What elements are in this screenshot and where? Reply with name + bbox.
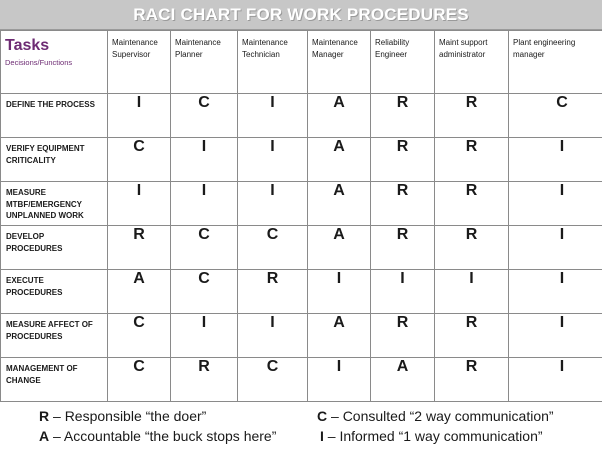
role-line: Supervisor [112,49,151,59]
table-row [1,314,602,358]
task-line: MEASURE AFFECT OF [6,320,93,329]
task-line: MANAGEMENT OF [6,364,78,373]
raci-cell: I [509,270,602,314]
raci-cell: I [238,182,308,226]
role-header [509,31,602,94]
raci-cell: A [308,226,371,270]
role-header [435,31,509,94]
task-name [1,138,108,182]
role-line: Maint support [439,38,488,47]
task-line: CRITICALITY [6,155,56,165]
role-line: Technician [242,49,280,59]
raci-cell: I [509,226,602,270]
role-line: Manager [312,49,344,59]
raci-cell: R [435,358,509,402]
raci-cell: I [238,138,308,182]
raci-cell: I [509,182,602,226]
legend-item-responsible [39,408,206,424]
legend-text: – Informed “1 way communication” [323,428,543,444]
role-line: Maintenance [112,38,158,47]
table-row [1,138,602,182]
raci-cell: R [171,358,238,402]
raci-cell: C [171,94,238,138]
legend-item-informed [320,428,543,444]
raci-cell: C [171,270,238,314]
legend-text: – Accountable “the buck stops here” [49,428,277,444]
task-line: CHANGE [6,375,41,385]
role-line: Plant engineering [513,38,576,47]
chart-title: RACI CHART FOR WORK PROCEDURES [133,4,469,24]
task-line: MTBF/EMERGENCY [6,199,82,209]
raci-cell: R [435,226,509,270]
task-line: MEASURE [6,188,47,197]
raci-cell: I [435,270,509,314]
raci-cell: R [238,270,308,314]
task-line: PROCEDURES [6,243,63,253]
raci-cell: R [371,138,435,182]
raci-cell: C [238,226,308,270]
raci-cell: R [435,94,509,138]
legend-item-accountable [39,428,276,444]
raci-cell: I [308,358,371,402]
raci-cell: I [238,94,308,138]
role-header [171,31,238,94]
raci-cell: A [108,270,171,314]
role-header [238,31,308,94]
raci-cell: R [371,94,435,138]
raci-cell: I [108,182,171,226]
role-header [308,31,371,94]
task-name [1,314,108,358]
table-row [1,94,602,138]
raci-cell: I [509,314,602,358]
table-row [1,358,602,402]
raci-cell: I [509,358,602,402]
tasks-header-cell [1,31,108,94]
table-row [1,270,602,314]
role-line: Maintenance [242,38,288,47]
task-name [1,270,108,314]
raci-cell: R [435,182,509,226]
raci-cell: C [108,358,171,402]
raci-cell: I [509,138,602,182]
legend-letter: C [317,408,328,424]
raci-cell: I [108,94,171,138]
task-name [1,226,108,270]
raci-cell: A [308,314,371,358]
role-line: Maintenance [175,38,221,47]
legend-letter: R [39,408,50,424]
raci-cell: I [308,270,371,314]
raci-cell: I [171,182,238,226]
raci-cell: C [171,226,238,270]
role-line: administrator [439,49,486,59]
legend [0,405,602,451]
raci-cell: R [435,314,509,358]
raci-cell: I [371,270,435,314]
role-line: Planner [175,49,203,59]
task-line: UNPLANNED WORK [6,211,84,221]
legend-text: – Responsible “the doer” [49,408,207,424]
legend-letter: I [320,428,324,444]
title-bar [0,0,602,30]
raci-cell: C [238,358,308,402]
raci-cell: R [108,226,171,270]
role-header [371,31,435,94]
role-header [108,31,171,94]
raci-cell: I [171,314,238,358]
raci-cell: R [371,182,435,226]
role-line: Reliability [375,38,410,47]
task-name [1,182,108,226]
legend-item-consulted [317,408,554,424]
task-line: DEFINE THE PROCESS [6,100,95,109]
task-line: DEVELOP [6,232,45,241]
raci-cell: C [108,138,171,182]
task-line: PROCEDURES [6,331,63,341]
task-name [1,358,108,402]
raci-cell: A [371,358,435,402]
header-row [1,31,602,94]
raci-cell: R [435,138,509,182]
role-line: Engineer [375,49,408,59]
role-line: Maintenance [312,38,358,47]
raci-cell: C [108,314,171,358]
raci-cell: R [371,226,435,270]
table-row [1,226,602,270]
raci-cell: A [308,138,371,182]
legend-text: – Consulted “2 way communication” [327,408,554,424]
raci-cell: C [509,94,602,138]
raci-cell: R [371,314,435,358]
table-row [1,182,602,226]
tasks-subheading: Decisions/Functions [5,58,73,67]
raci-cell: A [308,94,371,138]
task-line: VERIFY EQUIPMENT [6,144,85,153]
raci-table [0,30,602,402]
raci-cell: A [308,182,371,226]
legend-letter: A [39,428,50,444]
task-name [1,94,108,138]
role-line: manager [513,49,545,59]
raci-cell: I [238,314,308,358]
tasks-heading: Tasks [5,37,50,54]
task-line: PROCEDURES [6,287,63,297]
task-line: EXECUTE [6,276,44,285]
raci-cell: I [171,138,238,182]
